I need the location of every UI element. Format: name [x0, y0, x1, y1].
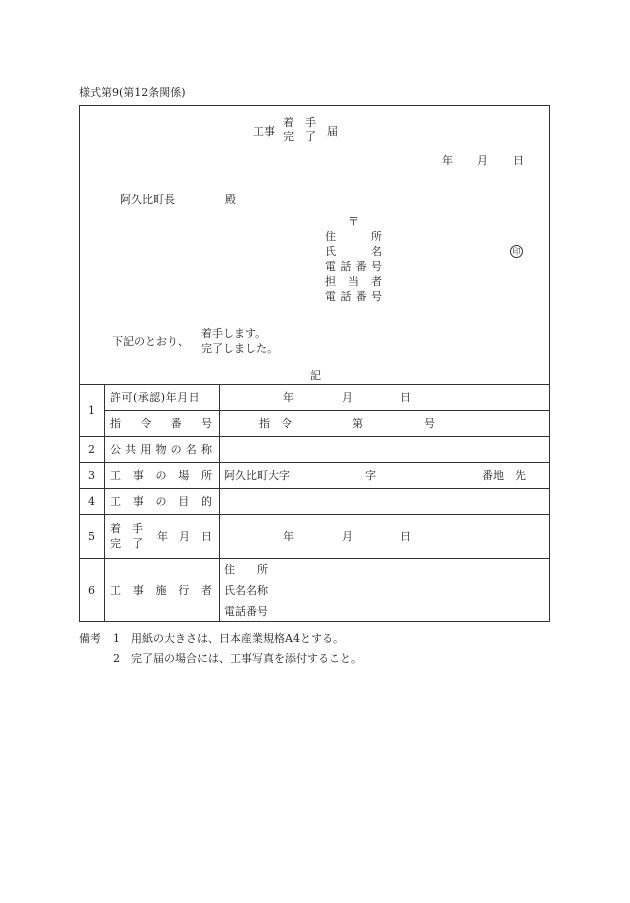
notice-option-start: 着手します。 [201, 327, 267, 340]
date-year: 年 [442, 154, 453, 167]
form-label: 様式第9(第12条関係) [79, 86, 186, 99]
row6-label: 工 事 施 行 者 [110, 584, 212, 597]
row1-divider [104, 410, 550, 411]
row1-permit-date-label: 許可(承認)年月日 [110, 391, 201, 404]
row6-field-address: 住 所 [224, 563, 268, 576]
row1-dai: 第 [352, 417, 363, 430]
row1-month: 月 [342, 391, 353, 404]
row3-number: 3 [88, 469, 95, 482]
date-day: 日 [513, 154, 524, 167]
row-divider [79, 436, 550, 437]
row-divider [79, 488, 550, 489]
row-divider [79, 462, 550, 463]
row1-number: 1 [88, 404, 95, 417]
number-column-rule [104, 384, 105, 622]
title-prefix: 工事 [253, 125, 275, 138]
row5-day: 日 [400, 530, 411, 543]
addressee-honorific: 殿 [225, 193, 236, 206]
applicant-label-contact: 担 当 者 [325, 275, 382, 288]
row3-aza: 字 [365, 469, 376, 482]
row5-option-start: 着 手 [110, 522, 143, 535]
notice-lead: 下記のとおり、 [112, 335, 189, 348]
remark-2-number: 2 [113, 652, 120, 665]
form-frame [79, 105, 550, 622]
row5-option-complete: 完 了 [110, 537, 143, 550]
applicant-label-contact-phone: 電 話 番 号 [325, 290, 382, 303]
row1-order-number-label: 指 令 番 号 [110, 417, 212, 430]
label-column-rule [219, 384, 220, 622]
row6-number: 6 [88, 584, 95, 597]
row3-label: 工 事 の 場 所 [110, 469, 212, 482]
remark-1-number: 1 [113, 632, 120, 645]
applicant-label-name: 氏 名 [325, 245, 382, 258]
table-top-rule [79, 384, 550, 385]
ki-mark: 記 [310, 369, 321, 382]
row1-shirei: 指 令 [259, 417, 292, 430]
row5-label-tail: 年 月 日 [157, 530, 212, 543]
date-month: 月 [477, 154, 488, 167]
remarks-heading: 備考 [79, 632, 101, 645]
row-divider [79, 558, 550, 559]
row2-number: 2 [88, 443, 95, 456]
row3-place: 阿久比町大字 [224, 469, 290, 482]
applicant-label-address: 住 所 [325, 230, 382, 243]
postal-mark: 〒 [348, 215, 359, 228]
row3-banchi: 番地 先 [482, 469, 526, 482]
row1-year: 年 [283, 391, 294, 404]
row1-day: 日 [400, 391, 411, 404]
row4-number: 4 [88, 495, 95, 508]
applicant-label-phone: 電 話 番 号 [325, 260, 382, 273]
remark-1-text: 用紙の大きさは、日本産業規格A4とする。 [131, 632, 344, 645]
row5-month: 月 [342, 530, 353, 543]
row4-label: 工 事 の 目 的 [110, 495, 212, 508]
row2-label: 公 共 用 物 の 名 称 [110, 443, 212, 456]
row1-go: 号 [424, 417, 435, 430]
title-option-start: 着 手 [283, 116, 316, 129]
seal-mark: 印 [510, 245, 523, 258]
row5-year: 年 [283, 530, 294, 543]
addressee-name: 阿久比町長 [120, 193, 175, 206]
row6-field-name: 氏名名称 [224, 584, 268, 597]
title-suffix: 届 [327, 125, 338, 138]
remark-2-text: 完了届の場合には、工事写真を添付すること。 [131, 652, 362, 665]
title-option-complete: 完 了 [283, 130, 316, 143]
row5-number: 5 [88, 530, 95, 543]
row6-field-phone: 電話番号 [224, 605, 268, 618]
notice-option-complete: 完了しました。 [201, 342, 278, 355]
row-divider [79, 514, 550, 515]
